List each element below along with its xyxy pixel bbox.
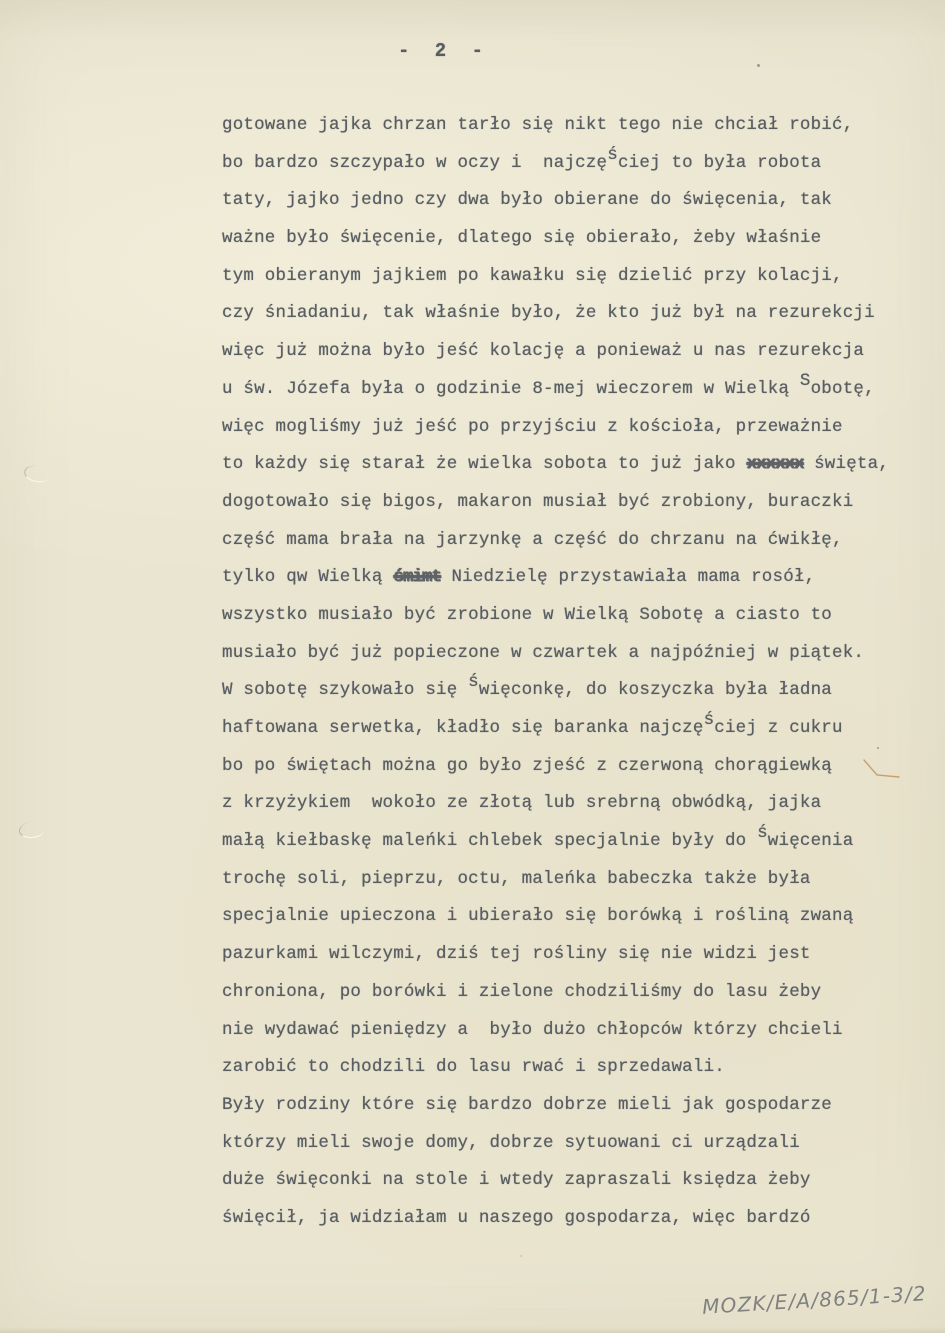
text-segment: duże święconki na stole i wtedy zapraszali księdza żeby (222, 1170, 811, 1191)
text-segment: więc już można było jeść kolację a ponieważ u nas rezurekcja (222, 341, 865, 362)
text-line (222, 1087, 922, 1125)
text-line (222, 522, 922, 560)
text-segment: chroniona, po borówki i zielone chodziliśmy do lasu żeby (222, 981, 822, 1002)
archival-reference: MOZK/E/A/865/1-3/2 (701, 1281, 928, 1319)
text-line (222, 409, 922, 447)
text-line (222, 974, 922, 1012)
text-segment: u św. Józefa była o godzinie 8-mej wieczorem w Wielką (222, 378, 800, 399)
text-line (222, 145, 922, 183)
text-segment: czy śniadaniu, tak właśnie było, że kto już był na rezurekcji (222, 303, 875, 324)
typewritten-text (222, 107, 922, 1238)
text-segment: tym obieranym jajkiem po kawałku się dzielić przy kolacji, (222, 265, 843, 286)
text-segment: zarobić to chodzili do lasu rwać i sprzedawali. (222, 1057, 725, 1078)
text-segment-sup: ś (607, 144, 618, 165)
text-segment: ważne było święcenie, dlatego się obierało, żeby właśnie (222, 228, 822, 249)
text-line (222, 446, 922, 484)
text-line (222, 710, 922, 748)
text-line (222, 559, 922, 597)
text-segment: haftowana serwetka, kładło się baranka najczę (222, 718, 704, 738)
text-segment: specjalnie upieczona i ubierało się borówką i rośliną zwaną (222, 906, 854, 927)
text-segment: dogotowało się bigos, makaron musiał być zrobiony, buraczki (222, 491, 854, 512)
text-line (222, 295, 922, 333)
text-line (222, 182, 922, 220)
text-segment-sup: ś (468, 672, 479, 693)
text-line (222, 484, 922, 522)
text-segment-sup: ś (703, 710, 715, 730)
text-line (222, 333, 922, 371)
text-line (222, 823, 922, 861)
pencil-check-mark (862, 758, 902, 787)
text-line (222, 597, 922, 635)
paper-crease-mark (18, 821, 46, 840)
text-line (222, 1049, 922, 1087)
text-line (222, 107, 922, 145)
text-line (222, 898, 922, 936)
text-segment: Niedzielę przystawiała mama rosół, (440, 567, 816, 588)
text-line (222, 785, 922, 823)
text-segment: więconkę, do koszyczka była ładna (478, 680, 833, 701)
text-line (222, 936, 922, 974)
text-segment: trochę soli, pieprzu, octu, maleńka babeczka także była (222, 868, 811, 889)
text-segment-strike: xxxxxx (746, 454, 804, 475)
text-segment: to każdy się starał że wielka sobota to już jako (222, 454, 747, 475)
text-segment: bo bardzo szczypało w oczy i najczę (222, 152, 608, 173)
text-segment: W sobotę szykowało się (222, 680, 469, 701)
text-line (222, 371, 922, 409)
text-segment: gotowane jajka chrzan tarło się nikt tego nie chciał robić, (222, 115, 854, 135)
text-segment: więc mogliśmy już jeść po przyjściu z kościoła, przeważnie (222, 416, 843, 437)
text-segment: ciej z cukru (714, 718, 843, 738)
text-segment: taty, jajko jedno czy dwa było obierane do święcenia, tak (222, 190, 832, 211)
text-segment: tylko qw Wielką (222, 567, 394, 588)
text-line (222, 258, 922, 296)
text-segment: część mama brała na jarzynkę a część do chrzanu na ćwikłę, (222, 529, 843, 550)
text-segment: musiało być już popieczone w czwartek a najpóźniej w piątek. (222, 642, 865, 663)
text-line (222, 635, 922, 673)
text-line (222, 672, 922, 710)
page-number: - 2 - (397, 40, 490, 62)
text-segment: małą kiełbaskę maleńki chlebek specjalnie były do (222, 831, 758, 852)
text-line (222, 748, 922, 786)
text-segment: Były rodziny które się bardzo dobrze mieli jak gospodarze (222, 1094, 832, 1115)
text-segment: którzy mieli swoje domy, dobrze sytuowani ci urządzali (222, 1132, 800, 1153)
paper-crease-mark (23, 463, 52, 484)
text-segment: bo po świętach można go było zjeść z czerwoną chorągiewką (222, 755, 832, 776)
text-segment: obotę, (810, 378, 875, 399)
text-segment: święcił, ja widziałam u naszego gospodarza, więc bardzó (222, 1207, 811, 1228)
text-segment: święta, (803, 454, 890, 475)
text-line (222, 1012, 922, 1050)
text-segment-sup: ś (757, 823, 768, 844)
text-segment: więcenia (767, 831, 854, 852)
text-line (222, 220, 922, 258)
text-segment-sup: S (799, 370, 811, 391)
text-segment: nie wydawać pieniędzy a było dużo chłopców którzy chcieli (222, 1019, 843, 1040)
text-line (222, 1200, 922, 1238)
text-segment: z krzyżykiem wokoło ze złotą lub srebrną obwódką, jajka (222, 793, 822, 814)
paper-speck (757, 64, 760, 67)
text-line (222, 861, 922, 899)
text-segment-strike: śmimt (393, 567, 441, 588)
text-line (222, 1125, 922, 1163)
paper-speck (520, 1255, 522, 1257)
text-segment: wszystko musiało być zrobione w Wielką Sobotę a ciasto to (222, 604, 832, 625)
text-segment: ciej to była robota (617, 152, 822, 173)
paper-speck (877, 747, 879, 749)
text-segment: pazurkami wilczymi, dziś tej rośliny się nie widzi jest (222, 944, 811, 965)
text-line (222, 1162, 922, 1200)
